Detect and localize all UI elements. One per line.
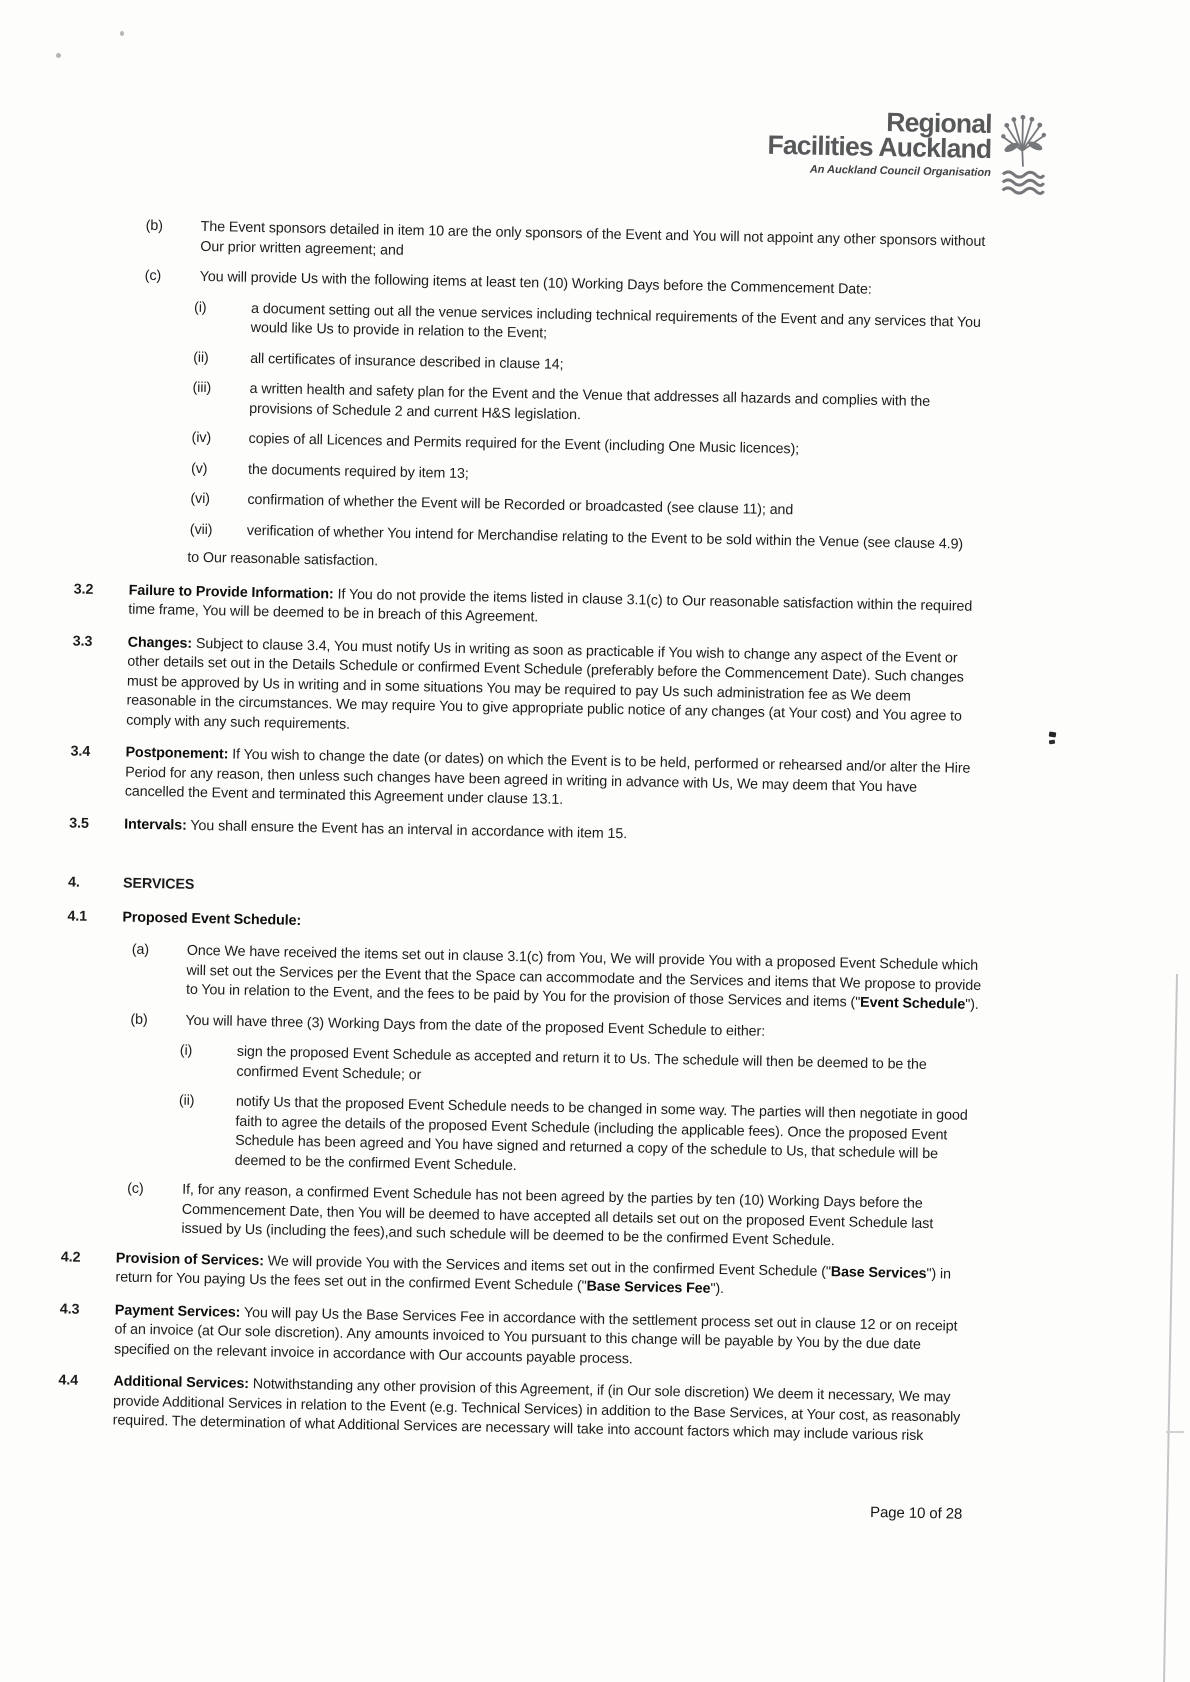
- list-marker: (iv): [191, 429, 212, 447]
- defined-term: Base Services Fee: [586, 1278, 711, 1297]
- clause-text: [124, 815, 974, 851]
- clause-number: 4.1: [67, 907, 88, 925]
- section-number: 4.: [67, 874, 80, 891]
- text-segment: ").: [965, 996, 979, 1013]
- list-marker: (vii): [189, 521, 213, 538]
- clause-4-2: [60, 1248, 966, 1304]
- clause-text: [115, 1249, 966, 1304]
- list-item-i: [194, 298, 995, 352]
- clause-body: Notwithstanding any other provision of this Agreement, if (in Our sole discretion) We deem it necessary, We may provide Additional Services in relation to the Event (e.g. Technical Services) in addition to the Base Services, at Your cost, as reasonably required. The determination of what Additional Services are necessary will take into account factors which may include various risk: [112, 1376, 961, 1444]
- clause-heading: Proposed Event Schedule:: [122, 909, 302, 929]
- clause-3-4: [70, 742, 976, 818]
- clause-text: [114, 1301, 965, 1376]
- list-marker: (ii): [178, 1092, 195, 1109]
- scan-mark: [1049, 732, 1057, 738]
- list-marker: (ii): [193, 349, 209, 366]
- clause-text: [126, 633, 978, 747]
- clause-3-5: [69, 814, 974, 851]
- clause-heading: Additional Services:: [113, 1373, 250, 1393]
- defined-term: Event Schedule: [859, 994, 966, 1013]
- list-item-v: [191, 459, 991, 494]
- clause-body: You will pay Us the Base Services Fee in accordance with the settlement process set out in clause 12 or on receipt of an invoice (at Our sole discretion). Any amounts invoiced to You pursuant to this change will be payable by You by the due date specified on the relevant invoice in accordance with Our accounts payable process.: [113, 1304, 958, 1367]
- clause-number: 3.2: [73, 581, 94, 598]
- clause-text: [113, 1372, 964, 1447]
- clause-heading: Provision of Services:: [115, 1249, 264, 1269]
- list-item-text: If, for any reason, a confirmed Event Schedule has not been agreed by the parties by ten (10) Working Days before the Commencement Date, then You will be deemed to have accepted all details set out on the proposed Event Schedule last issued by Us (including the fees),and such schedule will be deemed to be the confirmed Event Schedule.: [181, 1181, 934, 1250]
- clause-body: If You wish to change the date (or dates) on which the Event is to be held, performed or rehearsed and/or alter the Hire Period for any reason, then unless such changes have been agreed in writing in advance with Us, We may deem that You have cancelled the Event and terminated this Agreement under clause 13.1.: [124, 746, 971, 808]
- clause-number: 4.3: [59, 1300, 80, 1318]
- list-item-4-1-b-i: [179, 1042, 980, 1096]
- list-marker: (a): [131, 941, 150, 959]
- list-item-text: the documents required by item 13;: [247, 461, 469, 482]
- scan-speck: [120, 31, 124, 36]
- pohutukawa-tree-waves-icon: [999, 114, 1047, 197]
- clause-number: 3.3: [72, 633, 93, 650]
- list-item-4-1-c: [126, 1180, 977, 1255]
- scan-speck: [56, 53, 61, 58]
- list-item-text: sign the proposed Event Schedule as accepted and return it to Us. The schedule will then be deemed to be the confirmed Event Schedule; or: [236, 1043, 927, 1083]
- clause-body: Subject to clause 3.4, You must notify Us in writing as soon as practicable if You wish to change any aspect of the Event or other details set out in the Details Schedule or confirmed Event Schedule (preferably before the Commencement Date). Such changes must be approved by Us in writing and in some situations You may be required to pay Us such administration fee as We deem reasonable in the circumstances. We may require You to give appropriate public notice of any changes (at Your cost) and You agree to comply with any such requirements.: [126, 635, 964, 733]
- clause-number: 4.2: [60, 1248, 81, 1266]
- clause-number: 3.5: [69, 814, 89, 832]
- list-item-c: [145, 267, 995, 303]
- section-title: SERVICES: [122, 875, 195, 893]
- logo-tagline: An Auckland Council Organisation: [809, 163, 991, 180]
- scan-page-edge-tick: [1166, 1431, 1184, 1433]
- list-item-iv: [191, 429, 991, 464]
- text-segment: ").: [710, 1280, 725, 1298]
- list-item-text: notify Us that the proposed Event Schedule needs to be changed in some way. The parties will then negotiate in good faith to agree the details of the proposed Event Schedule (including the applicable fees). Once the proposed Event Schedule has been agreed and You have signed and returned a copy of the schedule to Us, that schedule will be deemed to be the confirmed Event Schedule.: [234, 1093, 968, 1174]
- list-item-text: copies of all Licences and Permits required for the Event (including One Music licences);: [248, 430, 800, 458]
- clause-3-2: [73, 580, 979, 636]
- list-marker: (b): [145, 217, 164, 235]
- list-marker: (i): [193, 299, 207, 316]
- clause-text: [128, 581, 979, 636]
- clause-number: 4.4: [58, 1372, 79, 1389]
- logo-line1: Regional: [886, 107, 993, 140]
- clause-heading: Changes:: [127, 634, 193, 652]
- list-marker: (b): [130, 1011, 148, 1028]
- list-item-iii: [192, 379, 993, 433]
- list-marker: (c): [127, 1180, 144, 1197]
- clause-number: 3.4: [70, 743, 91, 760]
- text-segment: Once We have received the items set out in clause 3.1(c) from You, We will provide You with a proposed Event Schedule which will set out the Services per the Event that the Space can accommodate and the Services and items that We propose to provide to You in relation to the Event, and the fees to be paid by You for the provision of those Services and items (": [185, 942, 982, 1011]
- list-item-b: [145, 217, 996, 272]
- list-item-text: a document setting out all the venue services including technical requirements of the Event and any services that You would like Us to provide in relation to the Event;: [250, 300, 981, 342]
- clause-body: You shall ensure the Event has an interval in accordance with item 15.: [190, 817, 628, 842]
- list-item-ii: [193, 348, 993, 383]
- list-item-text: all certificates of insurance described in clause 14;: [250, 350, 564, 373]
- list-item-4-1-b-ii: [178, 1092, 979, 1185]
- logo-line2: Facilities Auckland: [767, 129, 992, 165]
- clause-text: [125, 744, 976, 819]
- page-footer: Page 10 of 28: [869, 1503, 963, 1523]
- clause-4-4: [58, 1371, 964, 1447]
- section-4-heading: [68, 873, 973, 910]
- clause-4-3: [59, 1300, 965, 1376]
- list-item-4-1-b: [130, 1010, 980, 1046]
- list-item-text: verification of whether You intend for Merchandise relating to the Event to be sold within the Venue (see clause 4.9): [246, 522, 964, 553]
- list-item-text: You will provide Us with the following items at least ten (10) Working Days before the Commencement Date:: [199, 268, 872, 298]
- list-marker: (v): [190, 460, 208, 477]
- list-item-text: a written health and safety plan for the Event and the Venue that addresses all hazards and complies with the provisions of Schedule 2 and current H&S legislation.: [249, 380, 931, 423]
- clause-body: If You do not provide the items listed in clause 3.1(c) to Our reasonable satisfaction within the required time frame, You will be deemed to be in breach of this Agreement.: [128, 586, 973, 626]
- rfa-logo: [0, 0, 1049, 197]
- list-marker: (c): [144, 267, 162, 285]
- clause-heading: Payment Services:: [114, 1301, 241, 1321]
- list-item-4-1-a: [131, 941, 982, 1016]
- list-item-text: confirmation of whether the Event will be Recorded or broadcasted (see clause 11); and: [247, 491, 794, 519]
- list-item-vi: [190, 490, 990, 525]
- text-segment: We will provide You with the Services and items set out in the confirmed Event Schedule (": [267, 1252, 831, 1280]
- clause-3-1-closing: to Our reasonable satisfaction.: [187, 549, 379, 570]
- clause-3-3: [71, 632, 978, 747]
- list-marker: (vi): [190, 490, 211, 508]
- list-marker: (i): [179, 1042, 193, 1059]
- clause-heading: Postponement:: [125, 744, 229, 763]
- logo-text-block: [767, 108, 992, 180]
- list-item-vii: [190, 520, 990, 555]
- text-segment: ") in return for You paying Us the fees set out in the confirmed Event Schedule (": [115, 1265, 952, 1295]
- scan-mark: [1049, 740, 1055, 745]
- defined-term: Base Services: [830, 1263, 927, 1282]
- list-item-text: [186, 942, 982, 1016]
- clause-heading: Failure to Provide Information:: [128, 582, 334, 603]
- clause-heading: Intervals:: [124, 816, 187, 834]
- list-marker: (iii): [192, 379, 212, 397]
- clause-4-1: [67, 907, 972, 944]
- list-item-text: You will have three (3) Working Days from the date of the proposed Event Schedule to either:: [185, 1012, 766, 1040]
- list-item-text: The Event sponsors detailed in item 10 are the only sponsors of the Event and You will not appoint any other sponsors without Our prior written agreement; and: [200, 218, 986, 259]
